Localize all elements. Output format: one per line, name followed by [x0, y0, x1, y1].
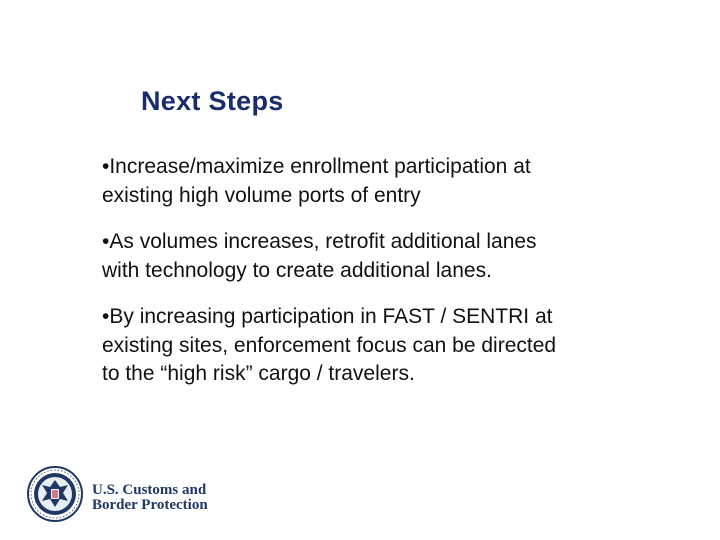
bullet-list [102, 153, 562, 407]
dhs-seal-icon [26, 465, 84, 523]
logo-line-2: Border Protection [92, 497, 208, 513]
logo-line-1: U.S. Customs and [92, 482, 207, 498]
cbp-logo [26, 465, 226, 527]
slide-title: Next Steps [141, 86, 284, 116]
bullet-item: •As volumes increases, retrofit additional lanes with technology to create additional lanes. [102, 230, 537, 282]
logo-wordmark [92, 483, 208, 513]
bullet-item: •Increase/maximize enrollment participation at existing high volume ports of entry [102, 155, 531, 207]
bullet-item: •By increasing participation in FAST / SENTRI at existing sites, enforcement focus can be directed to the “high risk” cargo / travelers. [102, 305, 557, 385]
